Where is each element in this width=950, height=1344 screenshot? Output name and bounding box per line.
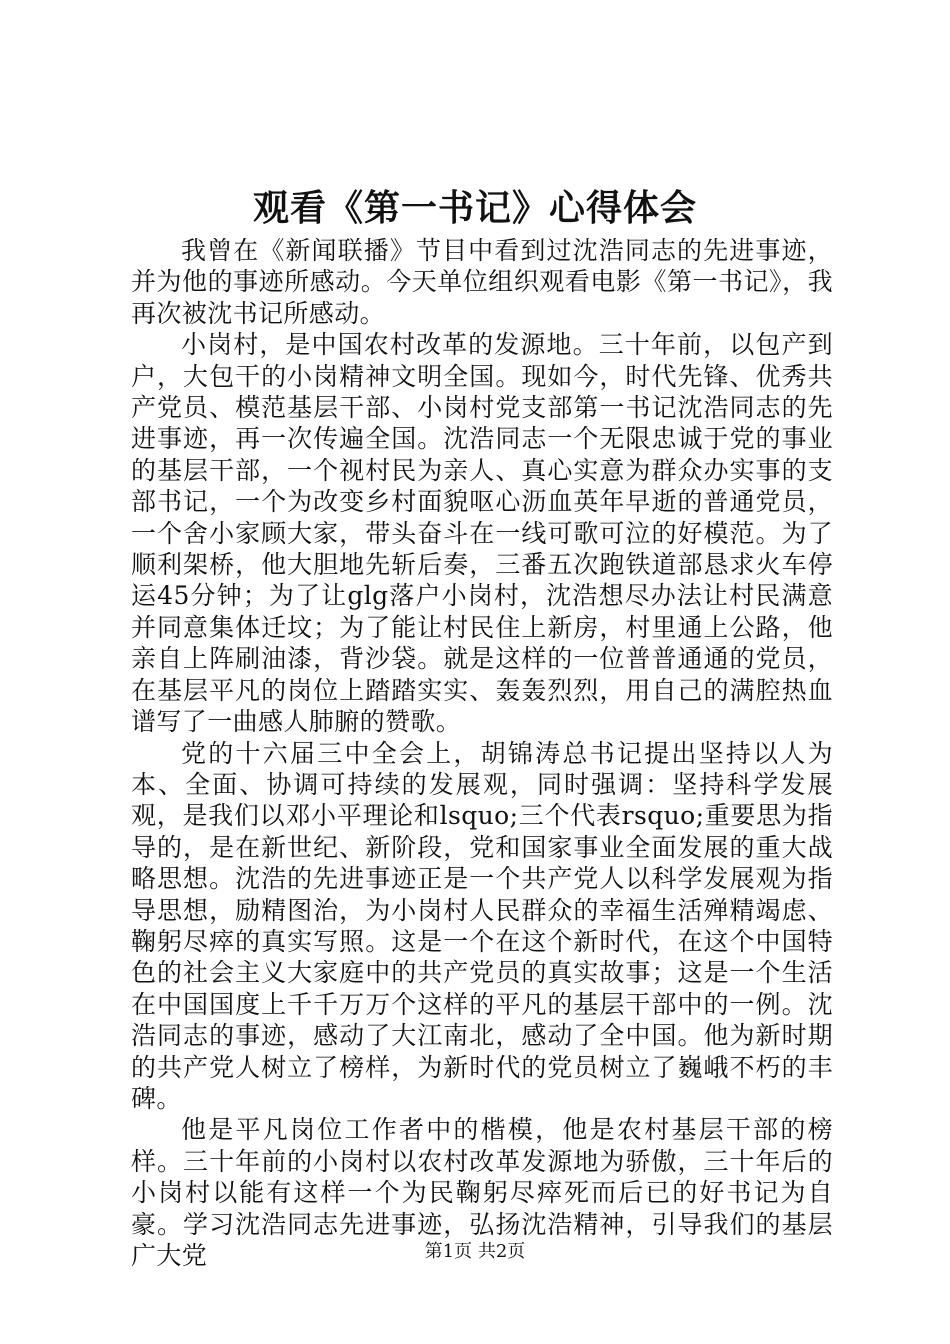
page-number-footer: 第1页 共2页 xyxy=(424,1241,526,1262)
paragraph: 他是平凡岗位工作者中的楷模，他是农村基层干部的榜样。三十年前的小岗村以农村改革发源地为骄傲，三十年后的小岗村以能有这样一个为民鞠躬尽瘁死而后已的好书记为自豪。学习沈浩同志先进事迹，弘扬沈浩精神，引导我们的基层广大党 xyxy=(131,1115,833,1270)
paragraph: 小岗村，是中国农村改革的发源地。三十年前，以包产到户，大包干的小岗精神文明全国。现如今，时代先锋、优秀共产党员、模范基层干部、小岗村党支部第一书记沈浩同志的先进事迹，再一次传遍全国。沈浩同志一个无限忠诚于党的事业的基层干部，一个视村民为亲人、真心实意为群众办实事的支部书记，一个为改变乡村面貌呕心沥血英年早逝的普通党员，一个舍小家顾大家，带头奋斗在一线可歌可泣的好模范。为了顺利架桥，他大胆地先斩后奏，三番五次跑铁道部恳求火车停运45分钟；为了让glg落户小岗村，沈浩想尽办法让村民满意并同意集体迁坟；为了能让村民住上新房，村里通上公路，他亲自上阵刷油漆，背沙袋。就是这样的一位普普通通的党员，在基层平凡的岗位上踏踏实实、轰轰烈烈，用自己的满腔热血谱写了一曲感人肺腑的赞歌。 xyxy=(131,330,833,737)
paragraph: 我曾在《新闻联播》节目中看到过沈浩同志的先进事迹，并为他的事迹所感动。今天单位组织观看电影《第一书记》，我再次被沈书记所感动。 xyxy=(131,236,833,328)
document-body xyxy=(131,235,833,1271)
paragraph: 党的十六届三中全会上，胡锦涛总书记提出坚持以人为本、全面、协调可持续的发展观，同时强调：坚持科学发展观，是我们以邓小平理论和lsquo;三个代表rsquo;重要思为指导的，是在新世纪、新阶段，党和国家事业全面发展的重大战略思想。沈浩的先进事迹正是一个共产党人以科学发展观为指导思想，励精图治，为小岗村人民群众的幸福生活殚精竭虑、鞠躬尽瘁的真实写照。这是一个在这个新时代，在这个中国特色的社会主义大家庭中的共产党员的真实故事；这是一个生活在中国国度上千千万万个这样的平凡的基层干部中的一例。沈浩同志的事迹，感动了大江南北，感动了全中国。他为新时期的共产党人树立了榜样，为新时代的党员树立了巍峨不朽的丰碑。 xyxy=(131,738,833,1113)
document-title: 观看《第一书记》心得体会 xyxy=(252,187,697,229)
